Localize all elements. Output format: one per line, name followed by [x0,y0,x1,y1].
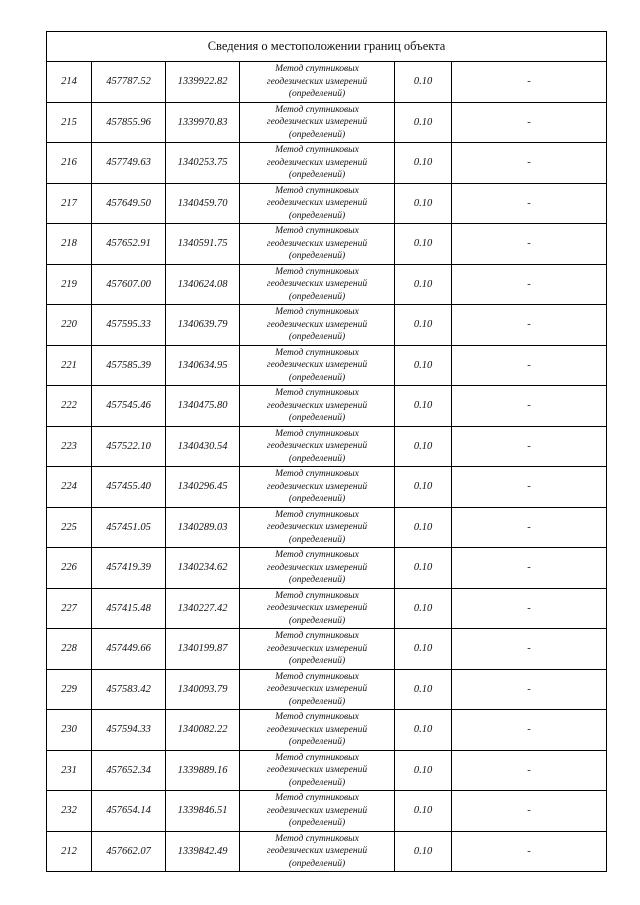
method-cell [240,710,395,751]
accuracy-cell: 0.10 [395,386,452,427]
point-number-cell: 223 [47,426,92,467]
method-line: геодезических измерений [266,805,368,816]
point-number-cell: 217 [47,183,92,224]
x-coordinate-cell: 457415.48 [92,588,166,629]
method-cell [240,426,395,467]
note-cell: - [452,548,607,589]
table-row [47,831,607,872]
x-coordinate-cell: 457545.46 [92,386,166,427]
y-coordinate-cell: 1339970.83 [166,102,240,143]
method-line: (определений) [288,777,346,788]
x-coordinate-cell: 457607.00 [92,264,166,305]
accuracy-cell: 0.10 [395,224,452,265]
note-cell: - [452,750,607,791]
point-number-cell: 230 [47,710,92,751]
note-cell: - [452,791,607,832]
method-cell [240,143,395,184]
y-coordinate-cell: 1340639.79 [166,305,240,346]
x-coordinate-cell: 457649.50 [92,183,166,224]
method-line: Метод спутниковых [275,509,359,520]
method-line: (определений) [288,170,346,180]
method-line: геодезических измерений [266,684,368,694]
table-row [47,305,607,346]
accuracy-cell: 0.10 [395,143,452,184]
point-number-cell: 232 [47,791,92,832]
method-line: Метод спутниковых [275,347,359,358]
method-cell [240,224,395,265]
method-line: геодезических измерений [266,279,368,289]
point-number-cell: 219 [47,264,92,305]
table-row [47,62,607,103]
method-line: геодезических измерений [266,400,368,411]
method-line: Метод спутниковых [275,712,359,722]
x-coordinate-cell: 457449.66 [92,629,166,670]
method-line: геодезических измерений [266,643,368,654]
method-line: геодезических измерений [266,360,368,370]
method-line: (определений) [288,413,346,423]
x-coordinate-cell: 457451.05 [92,507,166,548]
method-line: (определений) [288,615,346,626]
method-line: Метод спутниковых [275,752,359,763]
section-title-row [47,32,607,62]
note-cell: - [452,710,607,751]
y-coordinate-cell: 1340199.87 [166,629,240,670]
point-number-cell: 216 [47,143,92,184]
point-number-cell: 227 [47,588,92,629]
x-coordinate-cell: 457419.39 [92,548,166,589]
note-cell: - [452,264,607,305]
y-coordinate-cell: 1339922.82 [166,62,240,103]
point-number-cell: 231 [47,750,92,791]
y-coordinate-cell: 1340227.42 [166,588,240,629]
table-row [47,588,607,629]
method-line: Метод спутниковых [275,226,359,236]
accuracy-cell: 0.10 [395,345,452,386]
method-line: Метод спутниковых [275,833,359,844]
accuracy-cell: 0.10 [395,264,452,305]
point-number-cell: 228 [47,629,92,670]
x-coordinate-cell: 457662.07 [92,831,166,872]
x-coordinate-cell: 457855.96 [92,102,166,143]
y-coordinate-cell: 1340082.22 [166,710,240,751]
method-line: (определений) [288,737,346,747]
x-coordinate-cell: 457585.39 [92,345,166,386]
y-coordinate-cell: 1340634.95 [166,345,240,386]
method-line: (определений) [288,372,346,383]
method-cell [240,548,395,589]
method-line: Метод спутниковых [275,185,359,196]
y-coordinate-cell: 1340591.75 [166,224,240,265]
y-coordinate-cell: 1340296.45 [166,467,240,508]
method-line: геодезических измерений [266,562,368,573]
x-coordinate-cell: 457522.10 [92,426,166,467]
method-line: геодезических измерений [266,117,368,127]
method-line: геодезических измерений [266,603,368,613]
point-number-cell: 218 [47,224,92,265]
point-number-cell: 212 [47,831,92,872]
method-line: (определений) [288,210,346,221]
accuracy-cell: 0.10 [395,710,452,751]
method-cell [240,791,395,832]
table-row [47,345,607,386]
method-line: Метод спутниковых [275,307,359,317]
table-row [47,791,607,832]
method-line: Метод спутниковых [275,469,359,479]
accuracy-cell: 0.10 [395,750,452,791]
method-line: геодезических измерений [266,724,368,735]
x-coordinate-cell: 457652.91 [92,224,166,265]
method-line: Метод спутниковых [275,590,359,601]
accuracy-cell: 0.10 [395,669,452,710]
method-line: (определений) [288,453,346,464]
method-line: (определений) [288,696,346,707]
point-number-cell: 220 [47,305,92,346]
point-number-cell: 224 [47,467,92,508]
note-cell: - [452,507,607,548]
note-cell: - [452,629,607,670]
method-line: (определений) [288,534,346,545]
method-cell [240,102,395,143]
x-coordinate-cell: 457594.33 [92,710,166,751]
method-line: (определений) [288,858,346,869]
table-row [47,467,607,508]
point-number-cell: 226 [47,548,92,589]
method-line: геодезических измерений [266,846,368,856]
method-line: геодезических измерений [266,76,368,87]
method-cell [240,507,395,548]
method-line: геодезических измерений [266,238,368,249]
method-line: (определений) [288,251,346,261]
table-row [47,102,607,143]
note-cell: - [452,305,607,346]
point-number-cell: 225 [47,507,92,548]
method-cell [240,588,395,629]
accuracy-cell: 0.10 [395,831,452,872]
method-line: Метод спутниковых [275,428,359,439]
y-coordinate-cell: 1340093.79 [166,669,240,710]
x-coordinate-cell: 457749.63 [92,143,166,184]
y-coordinate-cell: 1339846.51 [166,791,240,832]
method-cell [240,669,395,710]
method-line: геодезических измерений [266,198,368,208]
method-line: (определений) [288,575,346,585]
y-coordinate-cell: 1339889.16 [166,750,240,791]
note-cell: - [452,467,607,508]
x-coordinate-cell: 457652.34 [92,750,166,791]
point-number-cell: 215 [47,102,92,143]
y-coordinate-cell: 1340430.54 [166,426,240,467]
method-line: Метод спутниковых [275,266,359,277]
method-cell [240,264,395,305]
note-cell: - [452,386,607,427]
method-line: Метод спутниковых [275,145,359,155]
table-body [47,32,607,872]
method-cell [240,62,395,103]
note-cell: - [452,426,607,467]
table-row [47,386,607,427]
x-coordinate-cell: 457455.40 [92,467,166,508]
accuracy-cell: 0.10 [395,507,452,548]
method-line: Метод спутниковых [275,550,359,560]
table-row [47,548,607,589]
y-coordinate-cell: 1340459.70 [166,183,240,224]
note-cell: - [452,345,607,386]
table-row [47,426,607,467]
accuracy-cell: 0.10 [395,548,452,589]
method-cell [240,183,395,224]
table-row [47,507,607,548]
table-row [47,143,607,184]
y-coordinate-cell: 1340475.80 [166,386,240,427]
method-line: геодезических измерений [266,441,368,451]
x-coordinate-cell: 457595.33 [92,305,166,346]
table-row [47,183,607,224]
table-row [47,669,607,710]
boundary-coordinates-table [46,31,607,872]
y-coordinate-cell: 1339842.49 [166,831,240,872]
table-row [47,750,607,791]
method-line: геодезических измерений [266,319,368,330]
y-coordinate-cell: 1340234.62 [166,548,240,589]
point-number-cell: 222 [47,386,92,427]
x-coordinate-cell: 457654.14 [92,791,166,832]
method-line: (определений) [288,494,346,504]
method-line: геодезических измерений [266,481,368,492]
method-cell [240,629,395,670]
accuracy-cell: 0.10 [395,629,452,670]
table-row [47,264,607,305]
method-line: (определений) [288,818,346,828]
x-coordinate-cell: 457583.42 [92,669,166,710]
accuracy-cell: 0.10 [395,183,452,224]
accuracy-cell: 0.10 [395,467,452,508]
accuracy-cell: 0.10 [395,791,452,832]
y-coordinate-cell: 1340289.03 [166,507,240,548]
accuracy-cell: 0.10 [395,102,452,143]
table-row [47,710,607,751]
section-title: Сведения о местоположении границ объекта [47,32,607,62]
method-cell [240,305,395,346]
y-coordinate-cell: 1340624.08 [166,264,240,305]
method-cell [240,750,395,791]
method-line: (определений) [288,656,346,666]
note-cell: - [452,669,607,710]
method-line: (определений) [288,291,346,302]
table-row [47,224,607,265]
method-line: (определений) [288,89,346,99]
method-line: Метод спутниковых [275,64,359,74]
method-line: Метод спутниковых [275,104,359,115]
note-cell: - [452,224,607,265]
note-cell: - [452,62,607,103]
method-line: геодезических измерений [266,157,368,168]
note-cell: - [452,588,607,629]
note-cell: - [452,143,607,184]
method-cell [240,345,395,386]
method-line: Метод спутниковых [275,631,359,641]
point-number-cell: 229 [47,669,92,710]
x-coordinate-cell: 457787.52 [92,62,166,103]
method-cell [240,467,395,508]
accuracy-cell: 0.10 [395,62,452,103]
accuracy-cell: 0.10 [395,588,452,629]
note-cell: - [452,102,607,143]
method-line: геодезических измерений [266,522,368,532]
method-line: (определений) [288,332,346,342]
note-cell: - [452,831,607,872]
note-cell: - [452,183,607,224]
point-number-cell: 214 [47,62,92,103]
method-line: геодезических измерений [266,765,368,775]
method-cell [240,386,395,427]
method-line: Метод спутниковых [275,388,359,398]
table-row [47,629,607,670]
point-number-cell: 221 [47,345,92,386]
method-line: Метод спутниковых [275,793,359,803]
y-coordinate-cell: 1340253.75 [166,143,240,184]
method-cell [240,831,395,872]
accuracy-cell: 0.10 [395,426,452,467]
accuracy-cell: 0.10 [395,305,452,346]
method-line: Метод спутниковых [275,671,359,682]
method-line: (определений) [288,129,346,140]
